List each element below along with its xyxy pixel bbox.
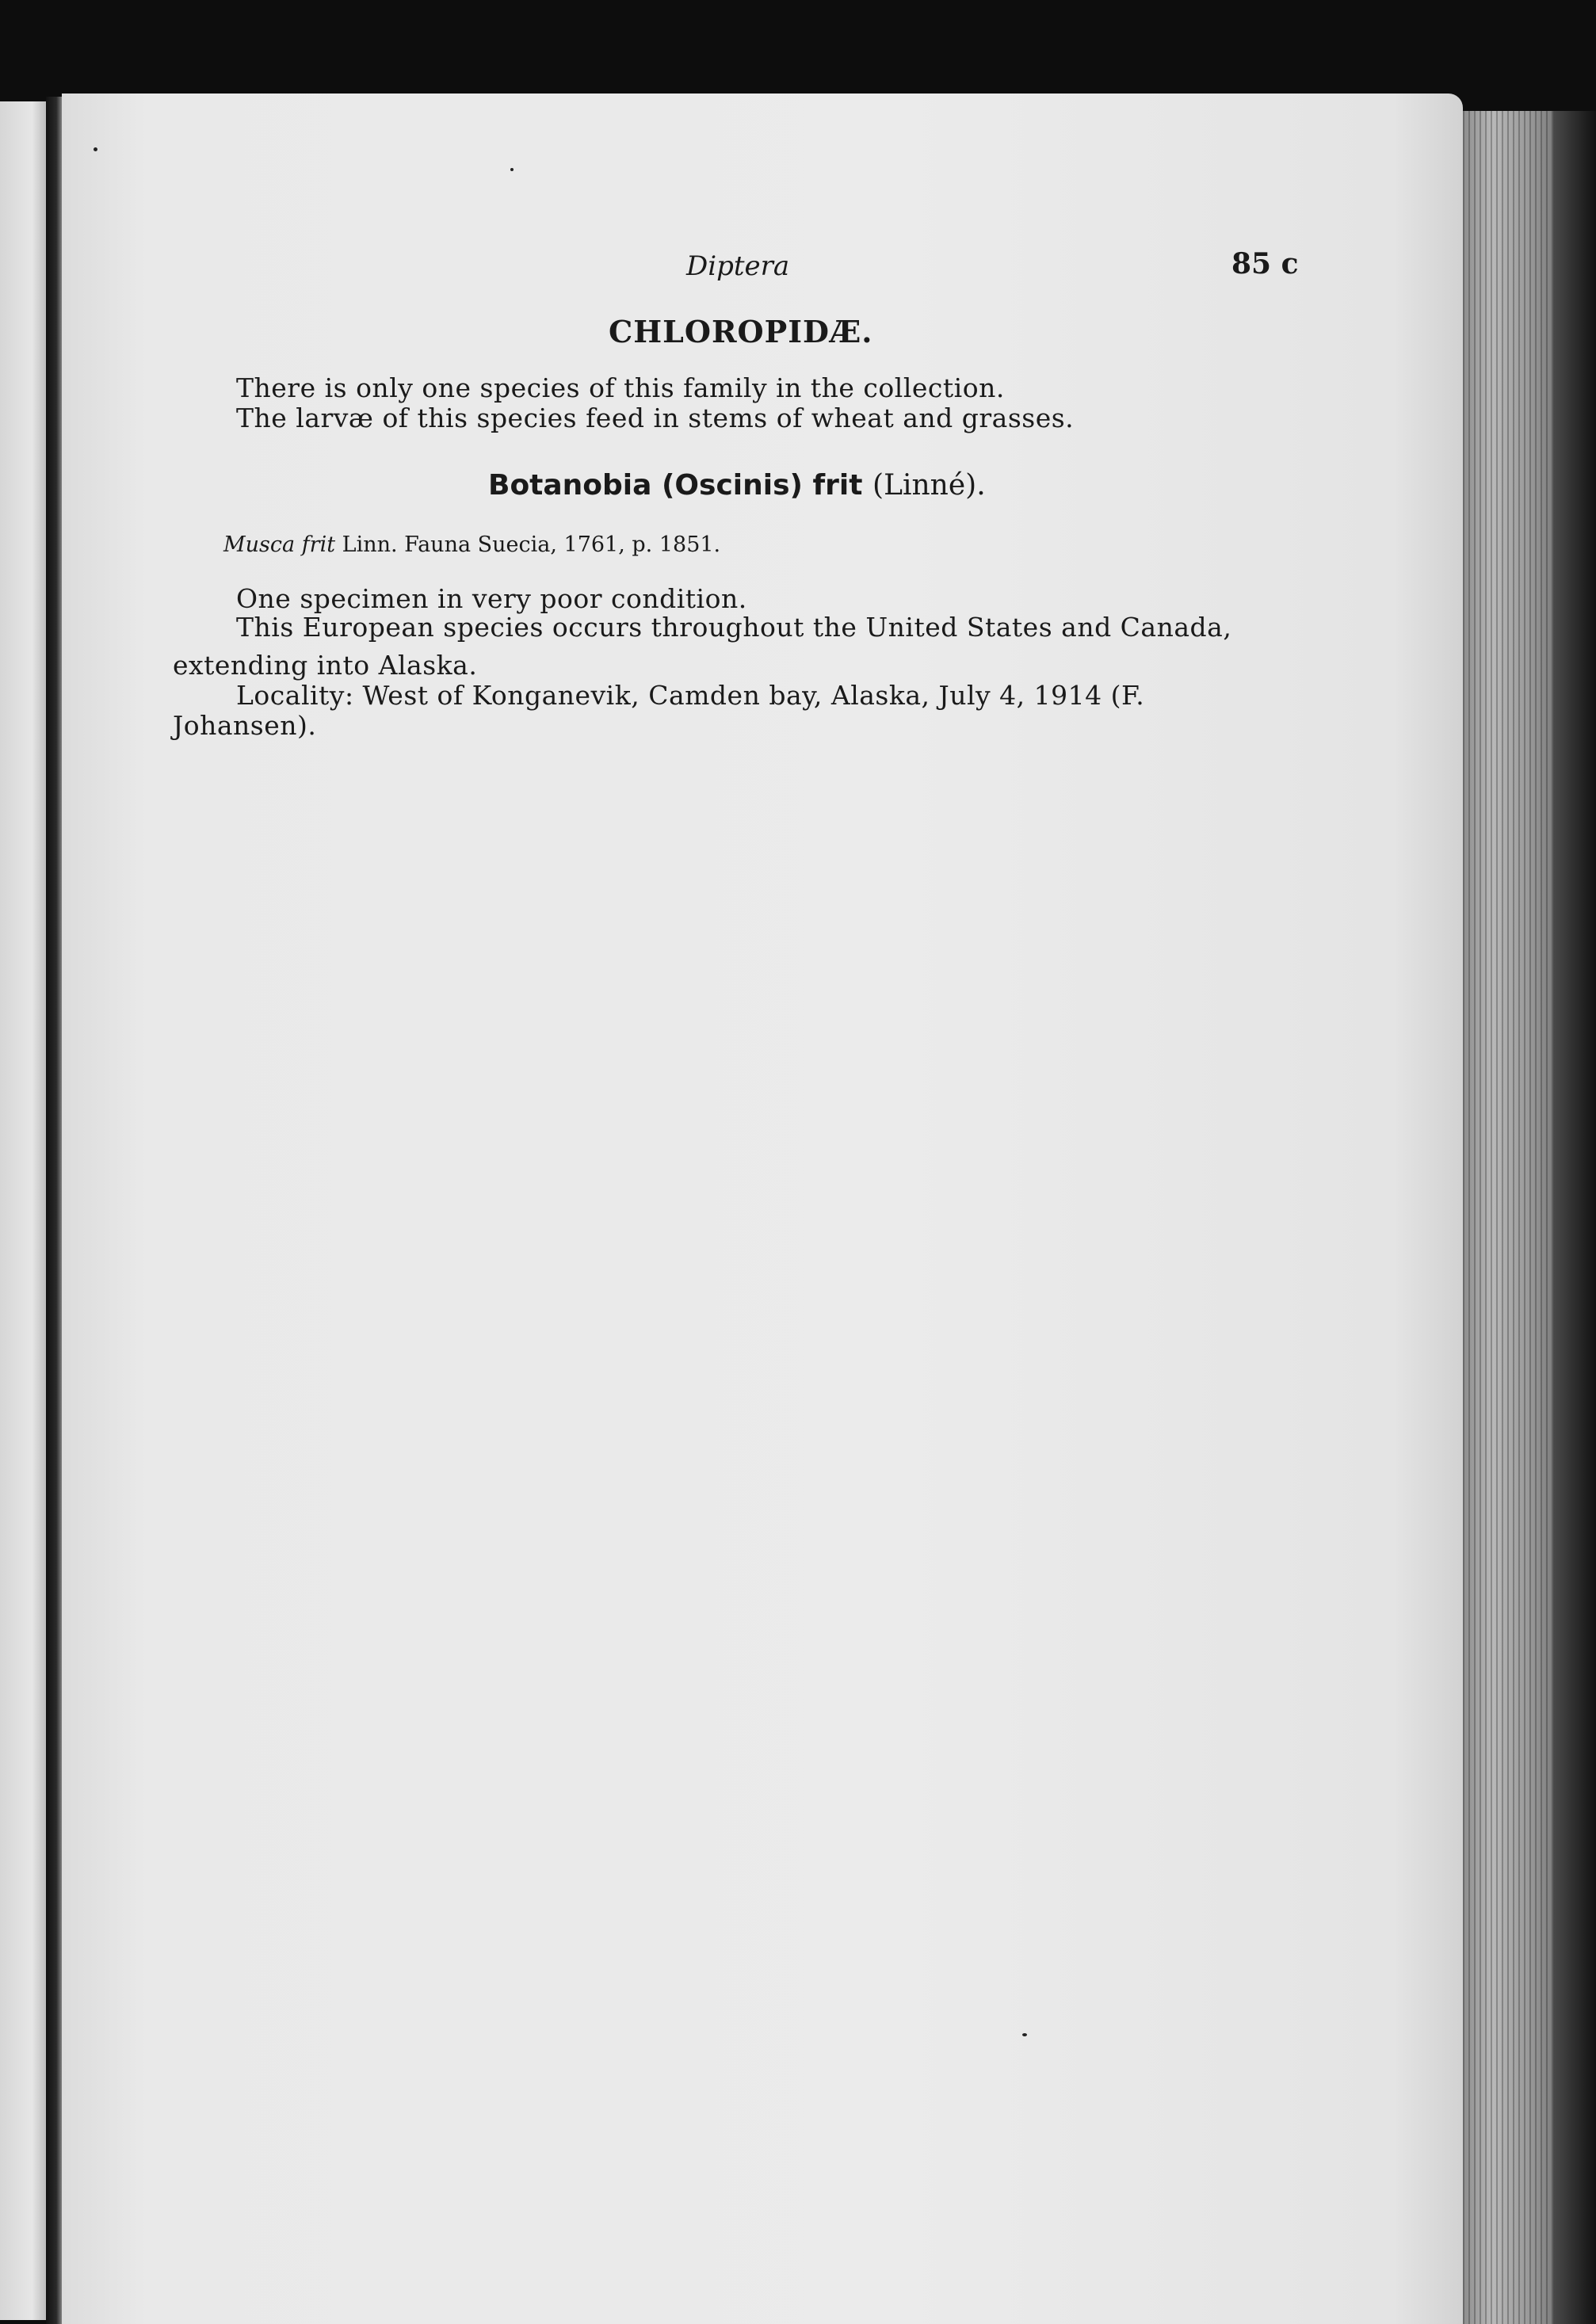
locality-note: Locality: West of Konganevik, Camden bay, Alaska, July 4, 1914 (F.	[236, 680, 1145, 711]
specimen-note: One specimen in very poor condition.	[236, 583, 747, 614]
book-gutter	[46, 97, 63, 2324]
intro-line: The larvæ of this species feed in stems of wheat and grasses.	[236, 403, 1075, 433]
citation-reference: Linn. Fauna Suecia, 1761, p. 1851.	[342, 532, 721, 557]
dust-speck	[1022, 2033, 1027, 2036]
intro-line: There is only one species of this family in the collection.	[236, 372, 1005, 403]
page-number: 85 c	[1231, 247, 1299, 280]
distribution-note: This European species occurs throughout the United States and Canada,	[236, 612, 1232, 643]
citation-taxon: Musca frit	[223, 532, 336, 557]
synonym-citation	[223, 532, 720, 557]
book-edge-shadow	[1553, 111, 1596, 2324]
distribution-note-continued: extending into Alaska.	[173, 650, 478, 681]
family-title: CHLOROPIDÆ.	[609, 314, 873, 349]
species-heading	[488, 469, 986, 502]
species-name: Botanobia (Oscinis) frit	[488, 469, 863, 502]
dust-speck	[510, 168, 514, 171]
species-author: (Linné).	[872, 469, 986, 502]
locality-note-continued: Johansen).	[173, 710, 317, 741]
previous-page-edge	[0, 101, 46, 2320]
running-head: Diptera	[686, 250, 790, 282]
dust-speck	[94, 147, 97, 151]
